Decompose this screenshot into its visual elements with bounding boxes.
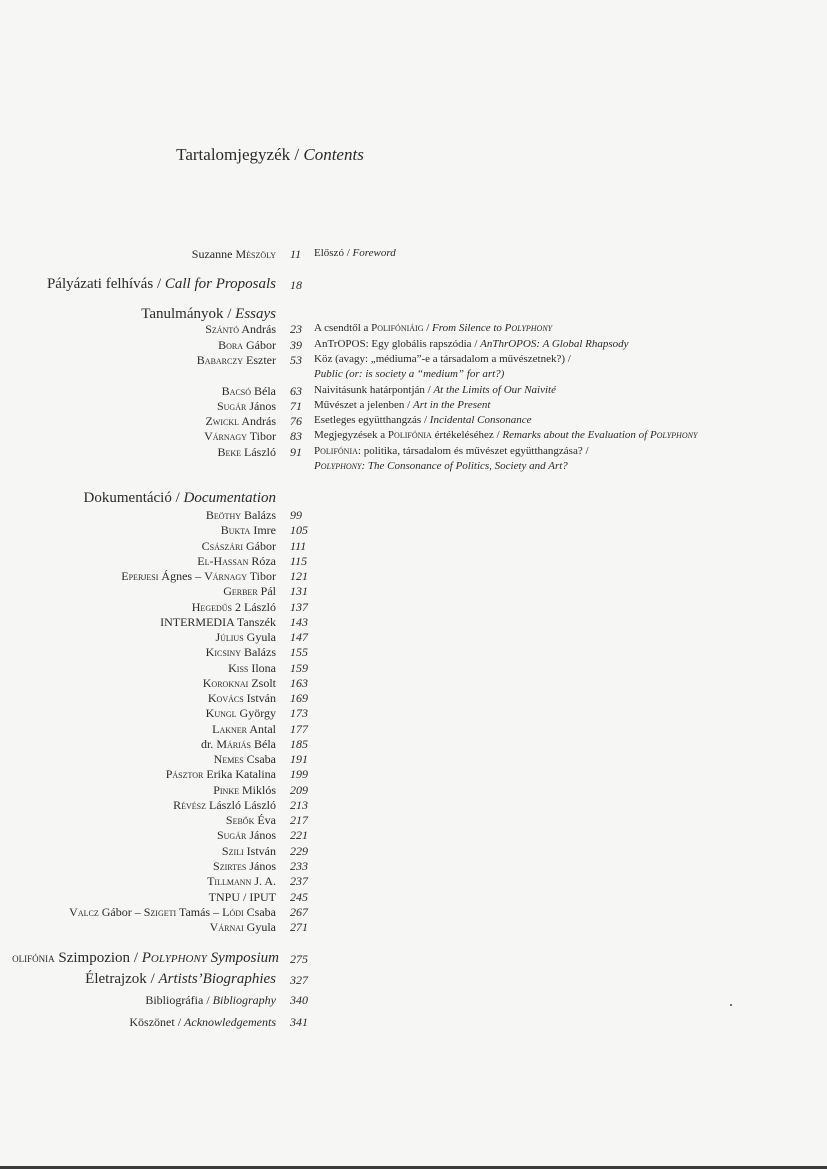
documentation-artist: Szili István — [221, 844, 276, 858]
essay-author — [218, 338, 276, 353]
essays-heading: Tanulmányok / Essays — [141, 306, 276, 322]
author-firstname: Béla — [254, 384, 276, 398]
essay-title-en: Polyphony: The Consonance of Politics, Society and Art? — [314, 460, 568, 472]
symposium-page: 275 — [290, 952, 308, 966]
essay-author — [204, 429, 276, 444]
documentation-artist: Kiss Ilona — [228, 661, 276, 675]
bibliography-heading: Bibliográfia / Bibliography — [145, 993, 276, 1007]
documentation-artist: INTERMEDIA Tanszék — [160, 615, 276, 629]
documentation-artist: Eperjesi Ágnes – Várnagy Tibor — [121, 569, 276, 583]
documentation-artist: Nemes Csaba — [213, 752, 276, 766]
documentation-page: 131 — [290, 584, 308, 598]
acknowledgements-page: 341 — [290, 1015, 308, 1029]
documentation-heading: Dokumentáció / Documentation — [83, 490, 276, 506]
essay-title: Művészet a jelenben / Art in the Present — [314, 399, 491, 411]
author-surname: Zwickl — [205, 414, 239, 428]
page-title: Tartalomjegyzék / Contents — [176, 145, 364, 164]
essay-author — [217, 399, 276, 414]
documentation-page: 213 — [290, 798, 308, 812]
documentation-artist: Július Gyula — [215, 630, 276, 644]
author-surname: Babarczy — [196, 353, 244, 367]
documentation-page: 229 — [290, 844, 308, 858]
documentation-artist: Révész László László — [173, 798, 276, 812]
foreword-author: Suzanne Mészöly — [191, 247, 276, 261]
documentation-page: 155 — [290, 645, 308, 659]
documentation-page: 115 — [290, 554, 308, 568]
author-firstname: Eszter — [246, 353, 276, 367]
documentation-artist: Tillmann J. A. — [207, 874, 276, 888]
essay-title: Megjegyzések a Polifónia értékeléséhez / Remarks about the Evaluation of Polyphony — [314, 429, 698, 441]
documentation-page: 99 — [290, 508, 302, 522]
essay-author — [205, 414, 276, 429]
documentation-page: 159 — [290, 661, 308, 675]
documentation-artist: Kicsiny Balázs — [205, 645, 276, 659]
biographies-page: 327 — [290, 973, 308, 987]
documentation-artist: Beöthy Balázs — [205, 508, 276, 522]
essay-page: 91 — [290, 445, 302, 459]
acknowledgements-heading: Köszönet / Acknowledgements — [129, 1015, 276, 1029]
documentation-page: 209 — [290, 783, 308, 797]
author-surname: Várnagy — [204, 429, 247, 443]
symposium-heading: olifónia Szimpozion / Polyphony Symposium — [12, 950, 279, 966]
documentation-artist: Pásztor Erika Katalina — [165, 767, 276, 781]
author-surname: Bacsó — [221, 384, 251, 398]
documentation-page: 185 — [290, 737, 308, 751]
author-surname: Bora — [218, 338, 243, 352]
essay-author — [222, 384, 276, 399]
author-firstname: András — [241, 322, 276, 336]
documentation-page: 105 — [290, 523, 308, 537]
documentation-artist: Sebők Éva — [225, 813, 276, 827]
essay-title-en: Public (or: is society a “medium” for art?) — [314, 368, 505, 380]
biographies-heading: Életrajzok / Artists’Biographies — [85, 971, 276, 987]
documentation-page: 143 — [290, 615, 308, 629]
documentation-page: 191 — [290, 752, 308, 766]
essay-page: 39 — [290, 338, 302, 352]
author-surname: Szántó — [205, 322, 239, 336]
documentation-page: 267 — [290, 905, 308, 919]
documentation-artist: Pinke Miklós — [213, 783, 276, 797]
essay-page: 76 — [290, 414, 302, 428]
documentation-artist: Koroknai Zsolt — [202, 676, 276, 690]
documentation-page: 169 — [290, 691, 308, 705]
essay-page: 23 — [290, 322, 302, 336]
essay-page: 53 — [290, 353, 302, 367]
foreword-page: 11 — [290, 247, 302, 261]
call-for-proposals-heading: Pályázati felhívás / Call for Proposals — [46, 276, 276, 292]
documentation-artist: Sugár János — [216, 828, 276, 842]
documentation-page: 233 — [290, 859, 308, 873]
documentation-artist: Kovács István — [207, 691, 276, 705]
documentation-page: 237 — [290, 874, 308, 888]
author-surname: Sugár — [216, 399, 247, 413]
essay-author — [197, 353, 276, 368]
documentation-artist: Gerber Pál — [223, 584, 276, 598]
documentation-page: 245 — [290, 890, 308, 904]
documentation-artist: Szirtes János — [213, 859, 276, 873]
essay-title: Polifónia: politika, társadalom és művészet együtthangzása? / — [314, 445, 589, 457]
author-firstname: János — [249, 399, 276, 413]
call-for-proposals-page: 18 — [290, 278, 302, 292]
speck-mark — [730, 1004, 732, 1006]
essay-page: 63 — [290, 384, 302, 398]
essay-page: 83 — [290, 429, 302, 443]
essay-title: AnTrOPOS: Egy globális rapszódia / AnThrOPOS: A Global Rhapsody — [314, 338, 629, 350]
documentation-page: 271 — [290, 920, 308, 934]
documentation-page: 217 — [290, 813, 308, 827]
essay-page: 71 — [290, 399, 302, 413]
author-firstname: András — [241, 414, 276, 428]
documentation-artist: Hegedűs 2 László — [191, 600, 276, 614]
documentation-artist: Várnai Gyula — [209, 920, 276, 934]
author-surname: Beke — [217, 445, 241, 459]
documentation-artist: Császári Gábor — [201, 539, 276, 553]
essay-author — [205, 322, 276, 337]
essay-title: Köz (avagy: „médiuma”-e a társadalom a művészetnek?) / — [314, 353, 571, 365]
essay-title: Esetleges együtthangzás / Incidental Consonance — [314, 414, 532, 426]
documentation-page: 199 — [290, 767, 308, 781]
essay-author — [217, 445, 276, 460]
documentation-artist: dr. Máriás Béla — [200, 737, 276, 751]
documentation-page: 221 — [290, 828, 308, 842]
author-firstname: Tibor — [249, 429, 276, 443]
documentation-page: 173 — [290, 706, 308, 720]
essay-title: Naivitásunk határpontján / At the Limits of Our Naivité — [314, 384, 556, 396]
documentation-artist: Kungl György — [205, 706, 276, 720]
bibliography-page: 340 — [290, 993, 308, 1007]
documentation-page: 137 — [290, 600, 308, 614]
author-firstname: Gábor — [246, 338, 276, 352]
essay-title: A csendtől a Polifóniáig / From Silence to Polyphony — [314, 322, 553, 334]
documentation-page: 147 — [290, 630, 308, 644]
documentation-page: 121 — [290, 569, 308, 583]
documentation-artist: TNPU / IPUT — [208, 890, 276, 904]
documentation-artist: Bukta Imre — [220, 523, 276, 537]
foreword-title: Előszó / Foreword — [314, 247, 396, 259]
documentation-artist: El-Hassan Róza — [197, 554, 276, 568]
documentation-artist: Valcz Gábor – Szigeti Tamás – Lódi Csaba — [69, 905, 276, 919]
documentation-page: 111 — [290, 539, 307, 553]
author-firstname: László — [244, 445, 276, 459]
documentation-artist: Lakner Antal — [212, 722, 276, 736]
documentation-page: 177 — [290, 722, 308, 736]
documentation-page: 163 — [290, 676, 308, 690]
